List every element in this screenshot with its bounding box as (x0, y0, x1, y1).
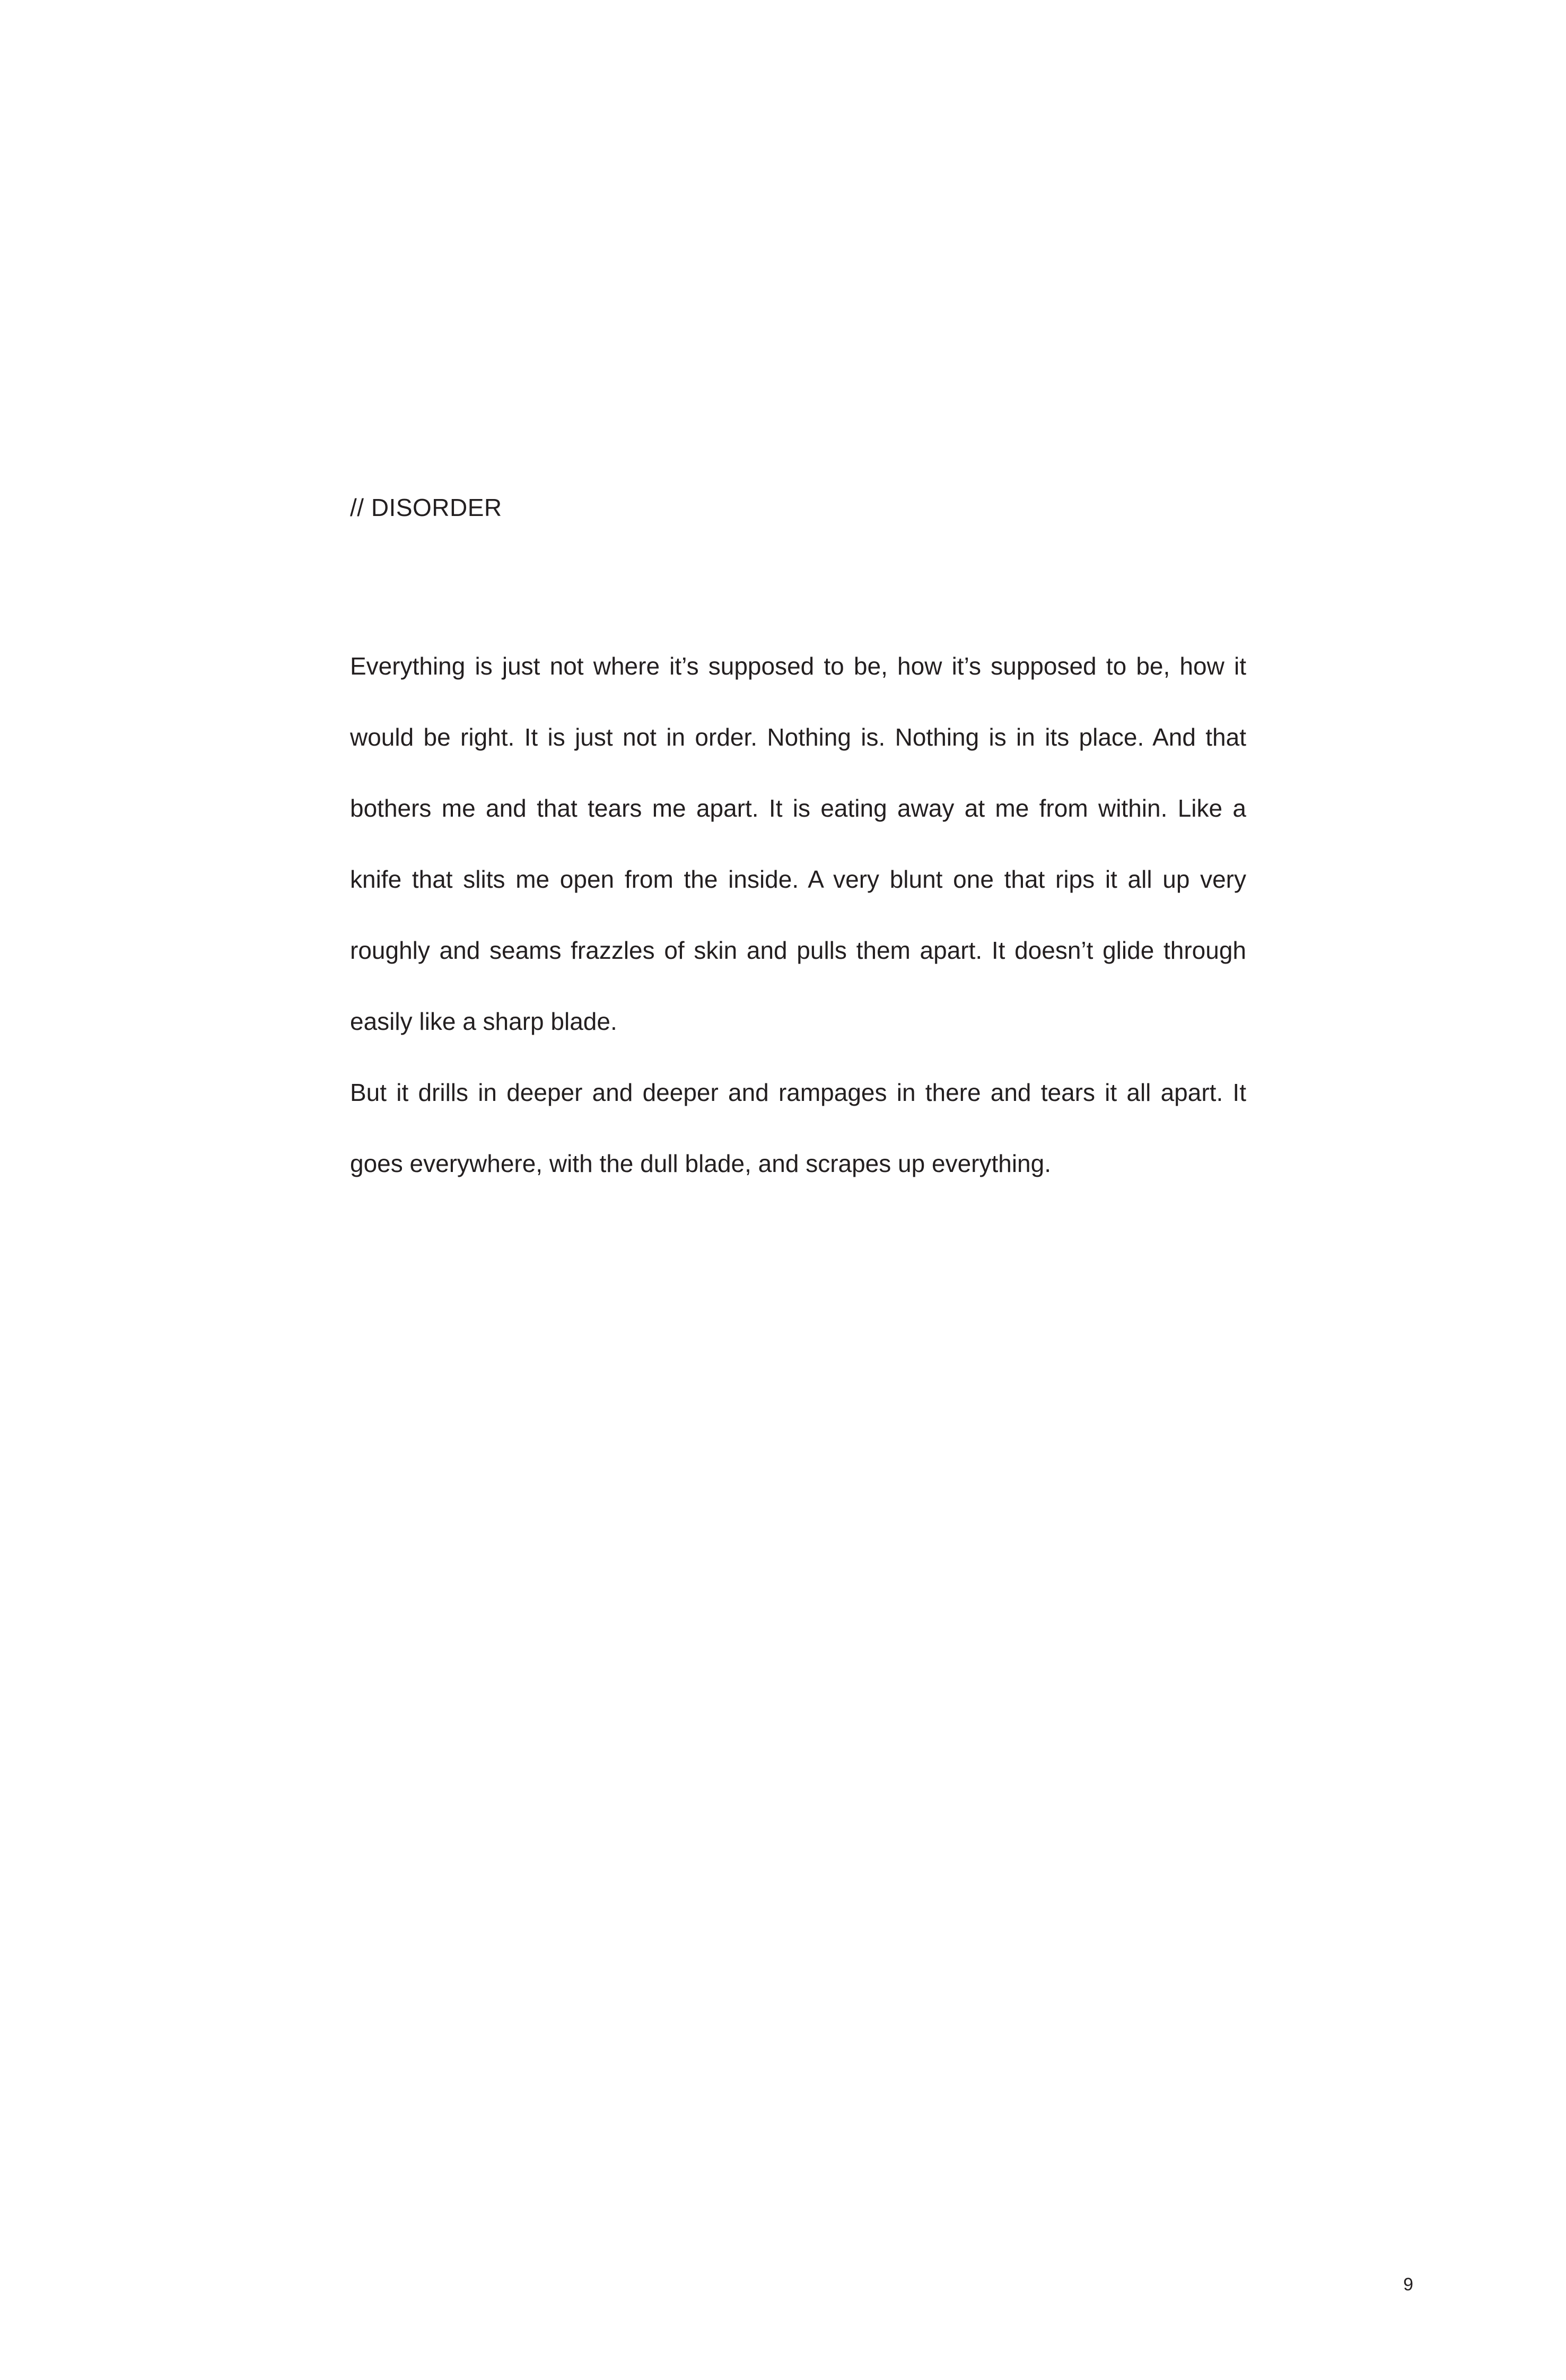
section-heading: // DISORDER (350, 494, 502, 521)
page-number: 9 (1403, 2274, 1413, 2295)
paragraph-2: But it drills in deeper and deeper and rampages in there and tears it all apart. It goes everywhere, with the dull blade, and scrapes up everything. (350, 1079, 1246, 1177)
page-content (350, 493, 1246, 1199)
paragraph-1: Everything is just not where it’s supposed to be, how it’s supposed to be, how it would be right. It is just not in order. Nothing is. Nothing is in its place. And that bothers me and that tears me apart. It is eating away at me from within. Like a knife that slits me open from the inside. A very blunt one that rips it all up very roughly and seams frazzles of skin and pulls them apart. It doesn’t glide through easily like a sharp blade. (350, 652, 1246, 1035)
body-text-block (350, 631, 1246, 1199)
